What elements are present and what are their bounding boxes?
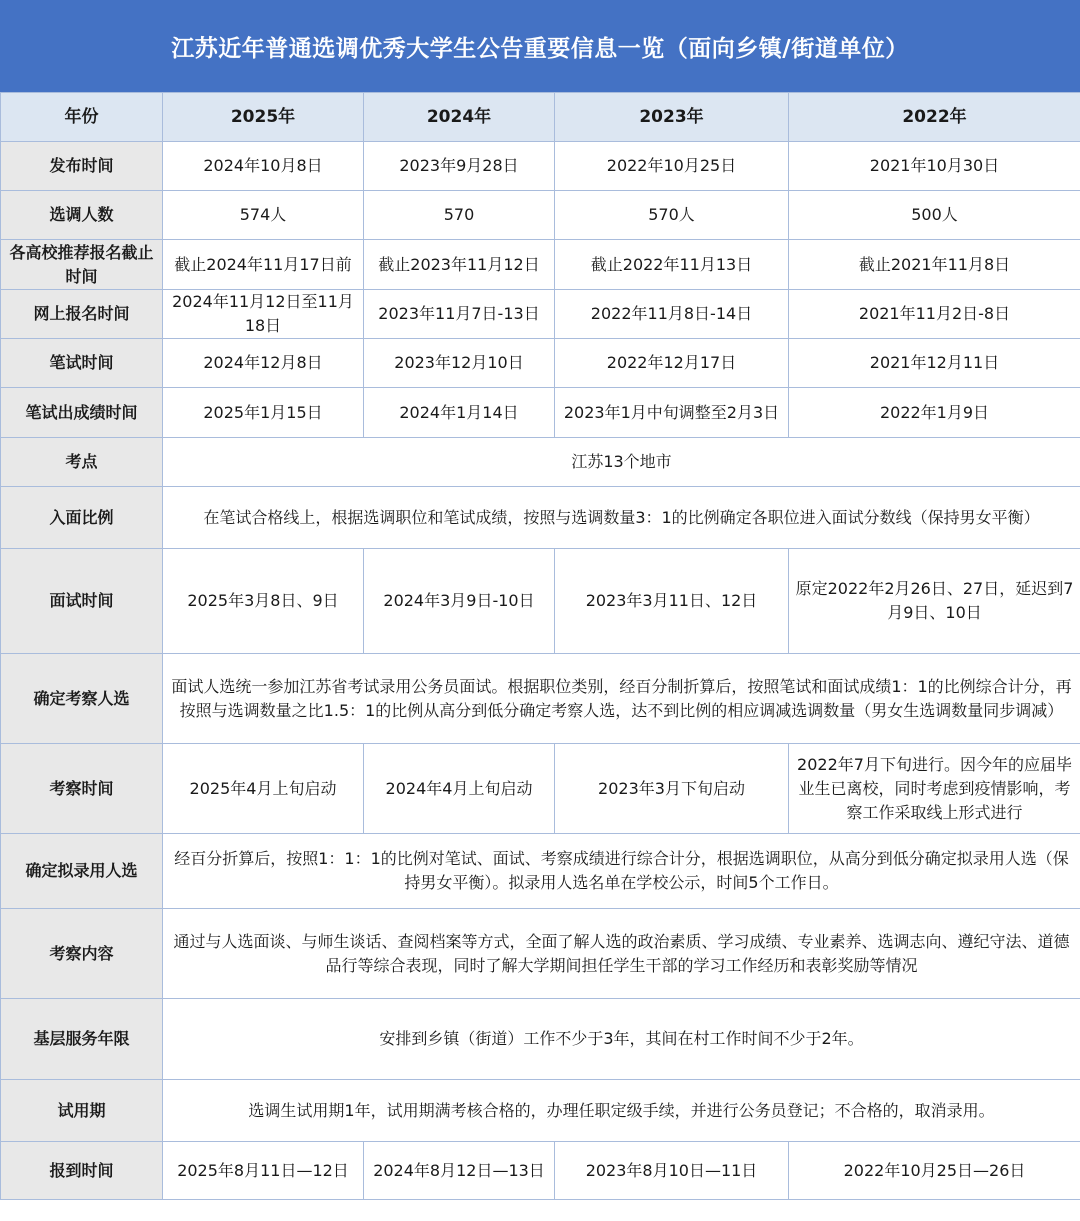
cell: 截止2022年11月13日 bbox=[555, 240, 789, 290]
table-row bbox=[1, 290, 1080, 339]
info-table bbox=[0, 92, 1080, 1200]
page-title: 江苏近年普通选调优秀大学生公告重要信息一览（面向乡镇/街道单位） bbox=[0, 0, 1080, 92]
cell: 2022年10月25日—26日 bbox=[789, 1142, 1080, 1200]
cell: 2022年1月9日 bbox=[789, 388, 1080, 438]
cell: 截止2023年11月12日 bbox=[364, 240, 555, 290]
cell: 截止2024年11月17日前 bbox=[163, 240, 364, 290]
table-row bbox=[1, 142, 1080, 191]
table-row bbox=[1, 909, 1080, 999]
table-row bbox=[1, 999, 1080, 1080]
row-label: 基层服务年限 bbox=[1, 999, 163, 1080]
cell-merged: 选调生试用期1年，试用期满考核合格的，办理任职定级手续，并进行公务员登记；不合格的，取消录用。 bbox=[163, 1080, 1080, 1142]
cell: 2023年8月10日—11日 bbox=[555, 1142, 789, 1200]
row-label: 笔试时间 bbox=[1, 339, 163, 388]
cell: 574人 bbox=[163, 191, 364, 240]
row-label: 确定考察人选 bbox=[1, 654, 163, 744]
cell: 截止2021年11月8日 bbox=[789, 240, 1080, 290]
row-label: 考察时间 bbox=[1, 744, 163, 834]
cell: 2022年12月17日 bbox=[555, 339, 789, 388]
table-row bbox=[1, 549, 1080, 654]
row-label: 选调人数 bbox=[1, 191, 163, 240]
cell-merged: 面试人选统一参加江苏省考试录用公务员面试。根据职位类别，经百分制折算后，按照笔试和面试成绩1：1的比例综合计分，再按照与选调数量之比1.5：1的比例从高分到低分确定考察人选，达不到比例的相应调减选调数量（男女生选调数量同步调减） bbox=[163, 654, 1080, 744]
table-row bbox=[1, 487, 1080, 549]
cell: 2024年4月上旬启动 bbox=[364, 744, 555, 834]
row-label: 考点 bbox=[1, 438, 163, 487]
cell: 2022年11月8日-14日 bbox=[555, 290, 789, 339]
table-row bbox=[1, 654, 1080, 744]
header-2023: 2023年 bbox=[555, 93, 789, 142]
cell: 2022年7月下旬进行。因今年的应届毕业生已离校，同时考虑到疫情影响，考察工作采取线上形式进行 bbox=[789, 744, 1080, 834]
cell: 2025年4月上旬启动 bbox=[163, 744, 364, 834]
cell: 500人 bbox=[789, 191, 1080, 240]
cell-merged: 在笔试合格线上，根据选调职位和笔试成绩，按照与选调数量3：1的比例确定各职位进入面试分数线（保持男女平衡） bbox=[163, 487, 1080, 549]
row-label: 试用期 bbox=[1, 1080, 163, 1142]
cell: 2021年11月2日-8日 bbox=[789, 290, 1080, 339]
table-row bbox=[1, 438, 1080, 487]
row-label: 入面比例 bbox=[1, 487, 163, 549]
table-row bbox=[1, 339, 1080, 388]
table-row bbox=[1, 1142, 1080, 1200]
cell: 2023年3月下旬启动 bbox=[555, 744, 789, 834]
header-2024: 2024年 bbox=[364, 93, 555, 142]
cell: 2022年10月25日 bbox=[555, 142, 789, 191]
cell: 2023年9月28日 bbox=[364, 142, 555, 191]
table-row bbox=[1, 1080, 1080, 1142]
cell: 2021年12月11日 bbox=[789, 339, 1080, 388]
cell: 2024年1月14日 bbox=[364, 388, 555, 438]
table-row bbox=[1, 191, 1080, 240]
table-row bbox=[1, 388, 1080, 438]
header-year-label: 年份 bbox=[1, 93, 163, 142]
cell-merged: 江苏13个地市 bbox=[163, 438, 1080, 487]
row-label: 确定拟录用人选 bbox=[1, 834, 163, 909]
row-label: 发布时间 bbox=[1, 142, 163, 191]
header-2022: 2022年 bbox=[789, 93, 1080, 142]
cell: 2023年11月7日-13日 bbox=[364, 290, 555, 339]
cell: 2025年1月15日 bbox=[163, 388, 364, 438]
table-row bbox=[1, 240, 1080, 290]
cell-merged: 安排到乡镇（街道）工作不少于3年，其间在村工作时间不少于2年。 bbox=[163, 999, 1080, 1080]
cell: 2024年11月12日至11月18日 bbox=[163, 290, 364, 339]
cell: 570 bbox=[364, 191, 555, 240]
cell: 2023年12月10日 bbox=[364, 339, 555, 388]
table-row bbox=[1, 834, 1080, 909]
header-row bbox=[1, 93, 1080, 142]
header-2025: 2025年 bbox=[163, 93, 364, 142]
cell: 2024年8月12日—13日 bbox=[364, 1142, 555, 1200]
cell: 2024年12月8日 bbox=[163, 339, 364, 388]
row-label: 报到时间 bbox=[1, 1142, 163, 1200]
cell: 2023年1月中旬调整至2月3日 bbox=[555, 388, 789, 438]
cell: 2024年3月9日-10日 bbox=[364, 549, 555, 654]
cell: 2025年3月8日、9日 bbox=[163, 549, 364, 654]
row-label: 考察内容 bbox=[1, 909, 163, 999]
cell: 原定2022年2月26日、27日，延迟到7月9日、10日 bbox=[789, 549, 1080, 654]
cell-merged: 通过与人选面谈、与师生谈话、查阅档案等方式，全面了解人选的政治素质、学习成绩、专业素养、选调志向、遵纪守法、道德品行等综合表现，同时了解大学期间担任学生干部的学习工作经历和表彰奖励等情况 bbox=[163, 909, 1080, 999]
cell: 2021年10月30日 bbox=[789, 142, 1080, 191]
table-row bbox=[1, 744, 1080, 834]
cell-merged: 经百分折算后，按照1：1：1的比例对笔试、面试、考察成绩进行综合计分，根据选调职位，从高分到低分确定拟录用人选（保持男女平衡）。拟录用人选名单在学校公示，时间5个工作日。 bbox=[163, 834, 1080, 909]
cell: 2023年3月11日、12日 bbox=[555, 549, 789, 654]
row-label: 网上报名时间 bbox=[1, 290, 163, 339]
row-label: 面试时间 bbox=[1, 549, 163, 654]
row-label: 笔试出成绩时间 bbox=[1, 388, 163, 438]
row-label: 各高校推荐报名截止时间 bbox=[1, 240, 163, 290]
cell: 570人 bbox=[555, 191, 789, 240]
cell: 2024年10月8日 bbox=[163, 142, 364, 191]
cell: 2025年8月11日—12日 bbox=[163, 1142, 364, 1200]
